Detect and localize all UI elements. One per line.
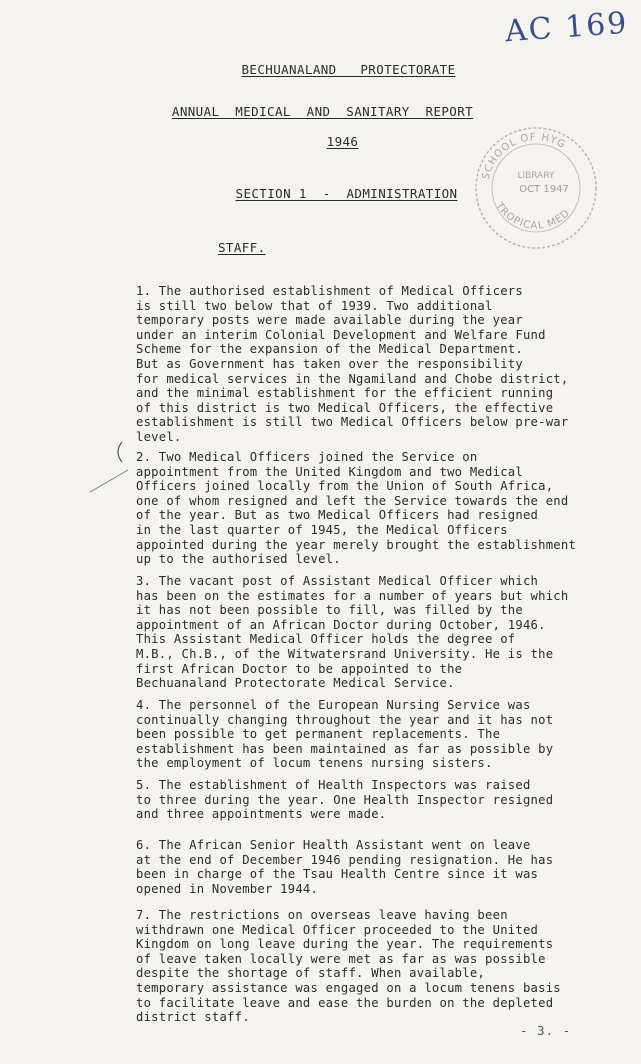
staff-subheading: STAFF. xyxy=(218,240,266,255)
paragraph-4: 4. The personnel of the European Nursing Service was continually changing throughout the year and it has not been possible to get permanent replacements. The establishment has been maintained as far as possible by the employment of locum tenens nursing sisters. xyxy=(136,698,554,771)
paragraph-3: 3. The vacant post of Assistant Medical Officer which has been on the estimates for a number of years but which it has not been possible to fill, was filled by the appointment of an African Doctor during October, 1946. This Assistant Medical Officer holds the degree of M.B., Ch.B., of the Witwatersrand University. He is the first African Doctor to be appointed to the Bechuanaland Protectorate Medical Service. xyxy=(136,574,569,691)
paragraph-7: 7. The restrictions on overseas leave having been withdrawn one Medical Officer proceeded to the United Kingdom on long leave during the year. The requirements of leave taken locally were met as far as was possible despite the shortage of staff. When available, temporary assistance was engaged on a locum tenens basis to facilitate leave and ease the burden on the depleted district staff. xyxy=(136,908,561,1025)
report-title: ANNUAL MEDICAL AND SANITARY REPORT xyxy=(171,104,474,119)
stamp-middle-text: LIBRARY xyxy=(517,171,555,181)
paragraph-6: 6. The African Senior Health Assistant went on leave at the end of December 1946 pending resignation. He has been in charge of the Tsau Health Centre since it was opened in November 1944. xyxy=(136,838,554,896)
handwritten-reference: AC 169 xyxy=(503,5,630,50)
protectorate-heading: BECHUANALAND PROTECTORATE xyxy=(241,62,456,77)
paragraph-1: 1. The authorised establishment of Medical Officers is still two below that of 1939. Two additional temporary posts were made available during the year under an interim Colonial Development and Welfare Fund Scheme for the expansion of the Medical Department. But as Government has taken over the responsibility for medical services in the Ngamiland and Chobe district, and the minimal establishment for the efficient running of this district is two Medical Officers, the effective establishment is still two Medical Officers below pre-war level. xyxy=(136,284,569,444)
paragraph-2: 2. Two Medical Officers joined the Service on appointment from the United Kingdom and two Medical Officers joined locally from the Union of South Africa, one of whom resigned and left the Service towards the end of the year. But as two Medical Officers had resigned in the last quarter of 1945, the Medical Officers appointed during the year merely brought the establishment up to the authorised level. xyxy=(136,450,577,567)
library-stamp xyxy=(466,118,606,258)
page-number: - 3. - xyxy=(520,1023,572,1038)
margin-pencil-mark xyxy=(70,440,140,500)
svg-text:TROPICAL MED xyxy=(493,200,573,232)
section-heading: SECTION 1 - ADMINISTRATION xyxy=(235,186,458,201)
stamp-bottom-text: TROPICAL MED xyxy=(493,200,573,232)
stamp-date: OCT 1947 xyxy=(519,184,569,195)
paragraph-5: 5. The establishment of Health Inspectors was raised to three during the year. One Health Inspector resigned and three appointments were made. xyxy=(136,778,554,822)
stamp-top-text: SCHOOL OF HYG xyxy=(480,131,568,181)
report-year: 1946 xyxy=(326,134,359,149)
